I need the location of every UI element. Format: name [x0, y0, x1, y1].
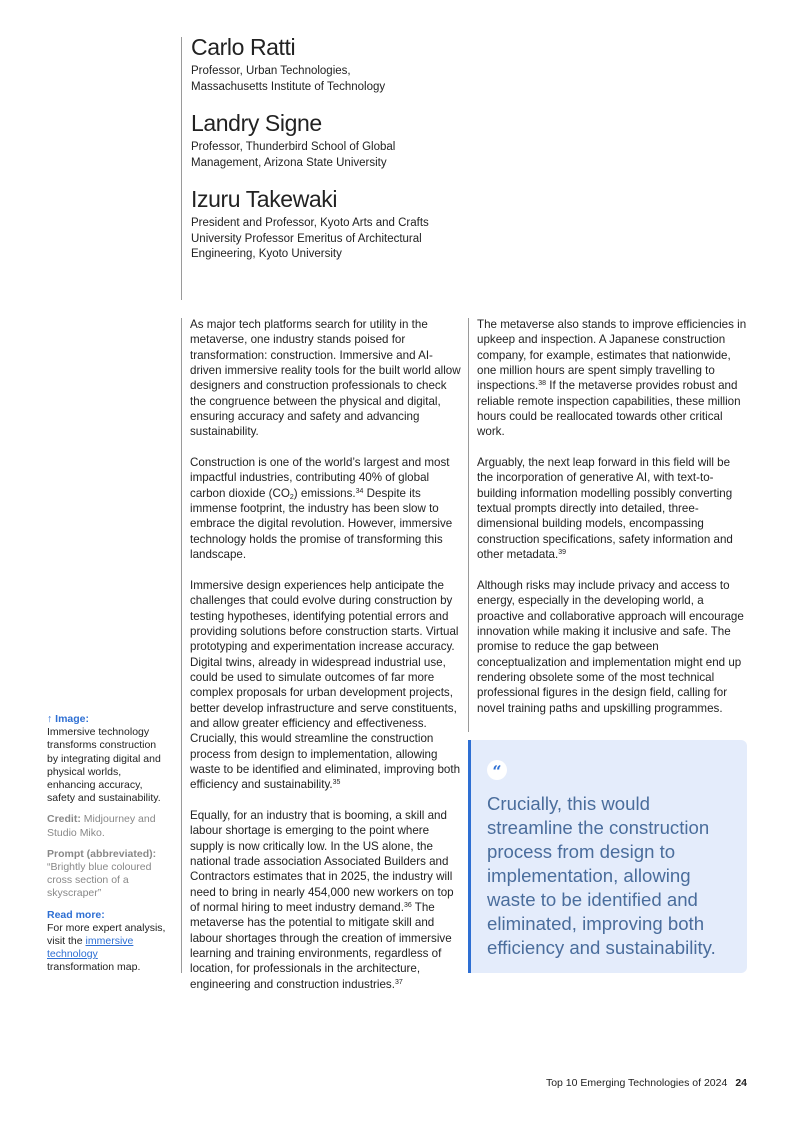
- prompt-label: Prompt (abbreviated):: [47, 847, 157, 860]
- divider-line-left: [181, 318, 182, 973]
- credit: [47, 813, 167, 839]
- paragraph: Arguably, the next leap forward in this field will be the incorporation of generative AI, with text-to-building information modelling possibly converting textual prompts directly into detailed, three-dimensional building models, encompassing construction specifications, safety information and other metadata.$^{39}$: [477, 456, 733, 562]
- footnote-ref: 39: [558, 549, 567, 557]
- page-number: 24: [735, 1077, 747, 1089]
- footnote-ref: 37: [394, 978, 403, 986]
- author-role: President and Professor, Kyoto Arts and Crafts University Professor Emeritus of Architectural Engineering, Kyoto University: [191, 217, 429, 260]
- paragraph: The metaverse also stands to improve efficiencies in upkeep and inspection. A Japanese construction company, for example, estimates that nationwide, one million hours are spent simply travelling to inspections.$^{38}$ If the metaverse provides robust and reliable remote inspection capabilities, these million hours could be reallocated towards other critical work.: [477, 318, 747, 439]
- footnote-ref: 34: [355, 487, 364, 495]
- image-caption-sidebar: [47, 713, 167, 983]
- image-description: Immersive technology transforms construction by integrating digital and physical worlds, enhancing accuracy, safety and sustainability.: [47, 726, 161, 805]
- author-role: Professor, Thunderbird School of Global Management, Arizona State University: [191, 141, 396, 169]
- page-footer: [546, 1077, 747, 1089]
- footnote-ref: 35: [332, 779, 341, 787]
- divider-line-top: [181, 37, 182, 300]
- immersive-technology-link[interactable]: immersive technology: [47, 935, 134, 961]
- image-caption: [47, 713, 167, 805]
- paragraph: Although risks may include privacy and access to energy, especially in the developing world, a proactive and collaborative approach will encourage innovation while making it inclusive and safe. The promise to reduce the gap between conceptualization and implementation might end up rendering obsolete some of the most technical professional figures in the design field, calling for novel training paths and upskilling programmes.: [477, 578, 744, 715]
- author-role: Professor, Urban Technologies, Massachusetts Institute of Technology: [191, 65, 386, 93]
- author-name: Carlo Ratti: [191, 34, 296, 60]
- prompt-text: “Brightly blue coloured cross section of a skyscraper”: [47, 861, 152, 900]
- credit-text: Midjourney and Studio Miko.: [47, 813, 156, 839]
- body-column-left: [190, 317, 462, 1007]
- publication-title: Top 10 Emerging Technologies of 2024: [545, 1077, 728, 1089]
- author-name: Izuru Takewaki: [191, 186, 338, 212]
- pull-quote: [468, 740, 747, 973]
- read-more-label: Read more:: [47, 908, 105, 921]
- prompt: [47, 848, 167, 901]
- read-more: [47, 909, 167, 975]
- paragraph: Immersive design experiences help anticipate the challenges that could evolve during construction by testing hypotheses, identifying potential errors and providing solutions before construction starts. Virtual prototyping and experimentation increase accuracy. Digital twins, already in widespread industrial use, could be used to simulate outcomes of far more complex proposals for urban development projects, better develop infrastructure and serve constituents, and allow greater efficiency and effectiveness. Crucially, this would streamline the construction process from design to implementation, allowing waste to be identified and eliminated, improving both efficiency and sustainability.$^{35}$: [190, 578, 461, 792]
- author-card: [191, 109, 461, 171]
- paragraph: Equally, for an industry that is booming, a skill and labour shortage is emerging to the point where supply is now critically low. In the US alone, the national trade association Associated Builders and Contractors estimates that in 2025, the industry will need to bring in nearly 454,000 new workers on top of normal hiring to meet industry demand.$^{36}$ The metaverse has the potential to mitigate skill and labour shortages through the creation of immersive learning and training environments, regardless of location, for professionals in the architecture, engineering and construction industries.$^{37}$: [190, 809, 454, 991]
- footnote-ref: 38: [538, 380, 547, 388]
- quote-text: Crucially, this would streamline the construction process from design to implementation, allowing waste to be identified and eliminated, improving both efficiency and sustainability.: [487, 793, 716, 958]
- read-more-text: For more expert analysis, visit the immersive technology transformation map.: [47, 921, 166, 974]
- quote-icon: “: [487, 760, 507, 780]
- author-card: [191, 185, 461, 263]
- paragraph: As major tech platforms search for utility in the metaverse, one industry stands poised for transformation: construction. Immersive and AI-driven immersive reality tools for the built world allow designers and construction professionals to check the congruence between the physical and digital, ensuring accuracy and safety and advancing sustainability.: [190, 318, 461, 439]
- divider-line-middle: [468, 318, 469, 732]
- paragraph: Construction is one of the world’s largest and most impactful industries, contributing 40% of global carbon dioxide $(CO_2)$ emissions.$^{34}$ Despite its immense footprint, the industry has been slow to embrace the digital revolution. However, immersive technology holds the promise of transforming this landscape.: [190, 456, 453, 562]
- credit-label: Credit:: [47, 813, 81, 826]
- body-column-right: [477, 317, 749, 731]
- authors-list: [191, 33, 461, 277]
- author-name: Landry Signe: [191, 110, 322, 136]
- image-label: ↑ Image:: [47, 713, 90, 725]
- footnote-ref: 36: [403, 902, 412, 910]
- author-card: [191, 33, 461, 95]
